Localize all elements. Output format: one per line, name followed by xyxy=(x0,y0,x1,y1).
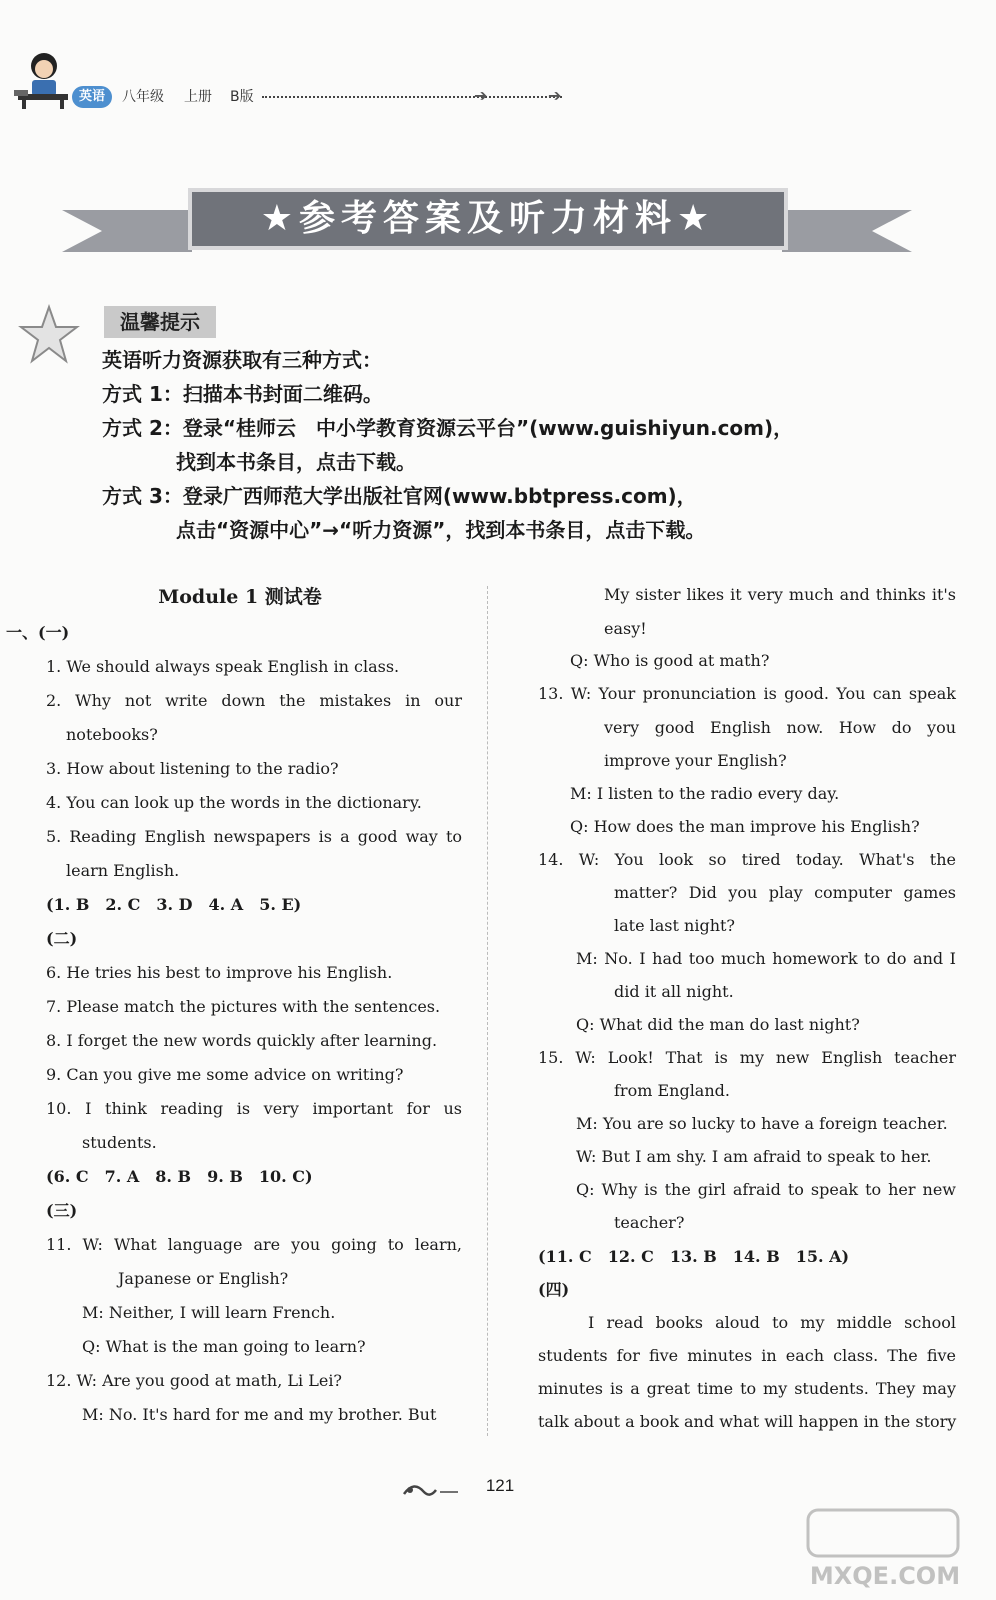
listening-line: Q: How does the man improve his English? xyxy=(570,817,920,836)
tip-line: 方式 3：登录广西师范大学出版社官网(www.bbtpress.com)， xyxy=(102,484,697,508)
section-heading: (三) xyxy=(46,1201,78,1220)
header-dotted-rule xyxy=(262,96,562,100)
listening-line: 12. W: Are you good at math, Li Lei? xyxy=(46,1371,343,1390)
star-icon xyxy=(18,304,80,366)
listening-line: W: But I am shy. I am afraid to speak to her. xyxy=(576,1147,932,1166)
listening-line: 15. W: Look! That is my new English teacher xyxy=(538,1048,956,1067)
listening-line: 3. How about listening to the radio? xyxy=(46,759,339,778)
listening-line: M: I listen to the radio every day. xyxy=(570,784,840,803)
listening-line: 7. Please match the pictures with the sentences. xyxy=(46,997,441,1016)
listening-line: improve your English? xyxy=(604,751,787,770)
listening-line: 11. W: What language are you going to learn, xyxy=(46,1235,462,1254)
listening-line: M: Neither, I will learn French. xyxy=(82,1303,336,1322)
listening-line: M: You are so lucky to have a foreign teacher. xyxy=(576,1114,948,1133)
tip-label: 温馨提示 xyxy=(104,306,216,338)
tip-line: 找到本书条目，点击下载。 xyxy=(176,450,416,474)
listening-line: 5. Reading English newspapers is a good way to xyxy=(46,827,462,846)
tip-line: 方式 2：登录“桂师云 中小学教育资源云平台”(www.guishiyun.com)， xyxy=(102,416,794,440)
listening-line: learn English. xyxy=(66,861,180,880)
listening-line: Q: Why is the girl afraid to speak to her new xyxy=(576,1180,956,1199)
passage-line: students for five minutes in each class. The five xyxy=(538,1346,956,1365)
listening-line: My sister likes it very much and thinks it's xyxy=(604,585,956,604)
section-heading: (四) xyxy=(538,1280,570,1299)
listening-line: late last night? xyxy=(614,916,735,935)
listening-line: 14. W: You look so tired today. What's the xyxy=(538,850,956,869)
listening-line: Q: What is the man going to learn? xyxy=(82,1337,366,1356)
listening-line: 1. We should always speak English in class. xyxy=(46,657,400,676)
listening-line: did it all night. xyxy=(614,982,734,1001)
answer-key: (6. C 7. A 8. B 9. B 10. C) xyxy=(46,1167,313,1186)
page-number: 121 xyxy=(485,1476,515,1495)
grade-label: 八年级 xyxy=(122,89,164,105)
arrow-icon: ➔ xyxy=(548,86,562,105)
tip-line: 方式 1：扫描本书封面二维码。 xyxy=(102,382,383,406)
listening-line: from England. xyxy=(614,1081,730,1100)
subject-badge: 英语 xyxy=(72,86,112,108)
listening-line: notebooks? xyxy=(66,725,158,744)
listening-line: Q: What did the man do last night? xyxy=(576,1015,860,1034)
listening-line: 2. Why not write down the mistakes in our xyxy=(46,691,462,710)
student-at-desk-icon xyxy=(14,46,72,110)
module-title: Module 1 测试卷 xyxy=(158,586,322,608)
tip-line: 英语听力资源获取有三种方式： xyxy=(102,348,382,372)
section-heading: (二) xyxy=(46,929,78,948)
edition-label: B版 xyxy=(230,89,254,105)
banner-title: ★参考答案及听力材料★ xyxy=(188,188,788,250)
listening-line: matter? Did you play computer games xyxy=(614,883,956,902)
arrow-icon: ➔ xyxy=(474,86,488,105)
listening-line: very good English now. How do you xyxy=(604,718,956,737)
listening-line: 4. You can look up the words in the dictionary. xyxy=(46,793,422,812)
listening-line: Japanese or English? xyxy=(118,1269,289,1288)
listening-line: 9. Can you give me some advice on writing? xyxy=(46,1065,404,1084)
answer-key: (1. B 2. C 3. D 4. A 5. E) xyxy=(46,895,302,914)
listening-line: teacher? xyxy=(614,1213,685,1232)
passage-line: I read books aloud to my middle school xyxy=(588,1313,956,1332)
section-heading: 一、(一) xyxy=(6,623,70,642)
answer-key: (11. C 12. C 13. B 14. B 15. A) xyxy=(538,1247,850,1266)
listening-line: 6. He tries his best to improve his English. xyxy=(46,963,393,982)
listening-line: Q: Who is good at math? xyxy=(570,651,770,670)
passage-line: minutes is a great time to my students. They may xyxy=(538,1379,956,1398)
listening-line: 8. I forget the new words quickly after learning. xyxy=(46,1031,438,1050)
listening-line: students. xyxy=(82,1133,157,1152)
listening-line: 13. W: Your pronunciation is good. You can speak xyxy=(538,684,956,703)
listening-line: easy! xyxy=(604,619,647,638)
volume-label: 上册 xyxy=(184,89,212,105)
passage-line: talk about a book and what will happen in the story xyxy=(538,1412,957,1431)
footer-ornament-icon xyxy=(400,1478,460,1502)
column-divider xyxy=(487,586,488,1436)
watermark-logo xyxy=(800,1506,970,1590)
listening-line: M: No. I had too much homework to do and I xyxy=(576,949,956,968)
tip-line: 点击“资源中心”→“听力资源”，找到本书条目，点击下载。 xyxy=(176,518,706,542)
svg-text:MXQE.COM: MXQE.COM xyxy=(809,1562,961,1590)
listening-line: 10. I think reading is very important for us xyxy=(46,1099,462,1118)
listening-line: M: No. It's hard for me and my brother. But xyxy=(82,1405,437,1424)
